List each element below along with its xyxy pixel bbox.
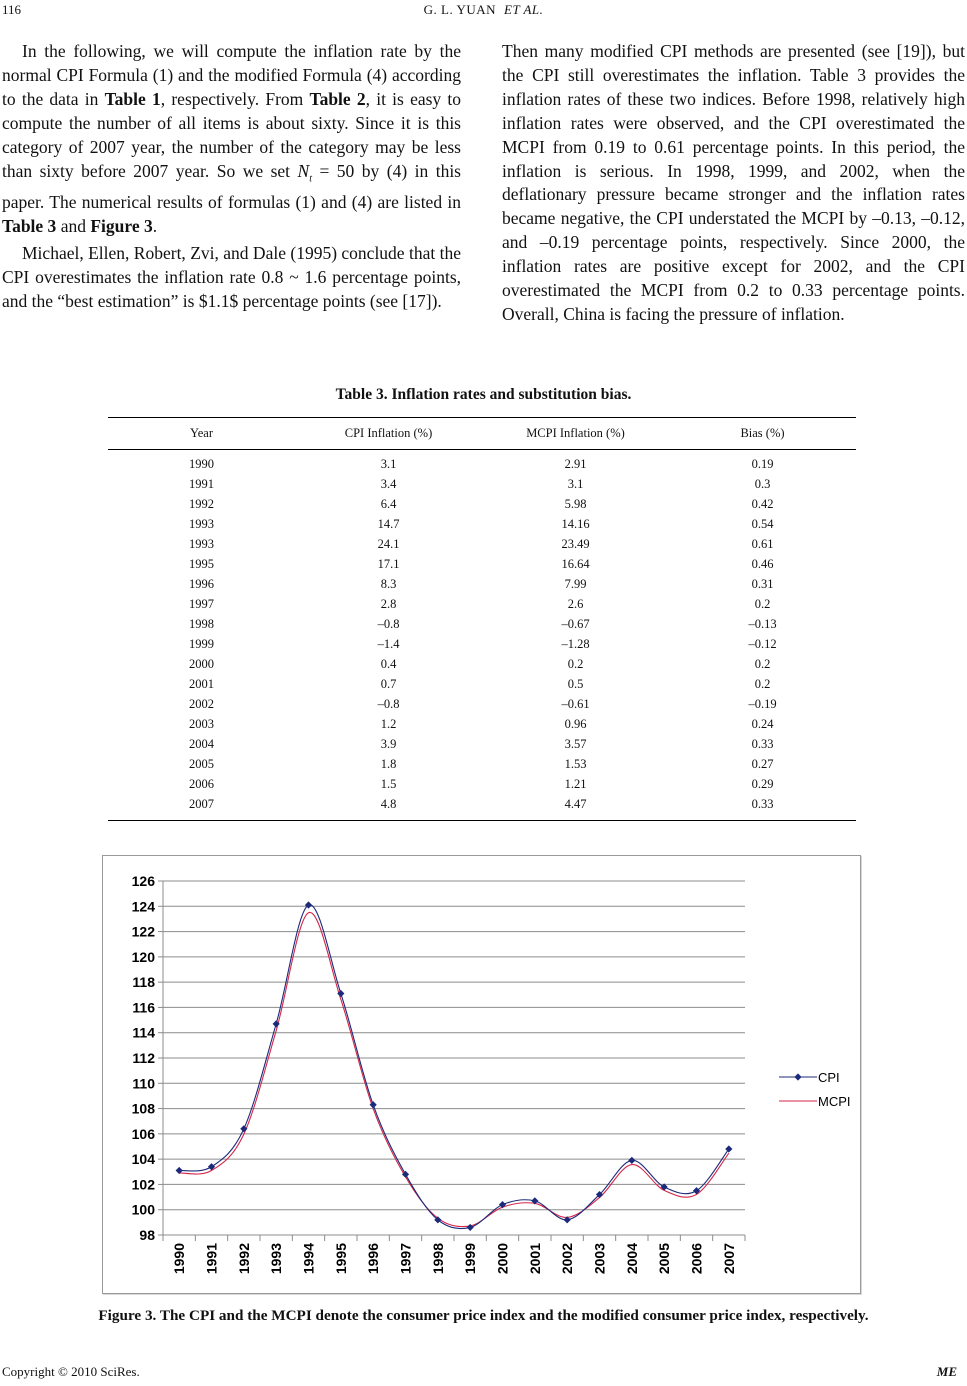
left-column — [2, 40, 461, 313]
ref-figure-3: Figure 3 — [90, 215, 153, 236]
data-point-cpi — [628, 1157, 635, 1164]
inflation-table — [108, 417, 856, 821]
table-cell: 1999 — [189, 636, 214, 651]
x-tick-label: 2001 — [526, 1243, 543, 1275]
y-tick-label: 106 — [131, 1125, 155, 1142]
table-cell: 3.9 — [380, 736, 397, 751]
table-cell: 2.91 — [564, 456, 587, 471]
x-tick-label: 2000 — [494, 1243, 511, 1275]
series-line-mcpi — [179, 912, 729, 1226]
page-number: 116 — [2, 2, 22, 17]
table-cell: –0.8 — [377, 616, 400, 631]
footer-copyright: Copyright © 2010 SciRes. — [2, 1364, 140, 1379]
table-cell: 1.8 — [380, 756, 397, 771]
table-cell: 6.4 — [380, 496, 397, 511]
col-header-cpi: CPI Inflation (%) — [344, 426, 433, 440]
table-cell: 17.1 — [377, 556, 400, 571]
table-cell: 5.98 — [564, 496, 587, 511]
legend-marker-cpi — [794, 1073, 801, 1080]
table-row — [108, 774, 856, 794]
table-cell: 0.2 — [567, 656, 584, 671]
data-point-cpi — [240, 1125, 247, 1132]
y-tick-label: 122 — [131, 923, 155, 940]
table-cell: 0.61 — [751, 536, 774, 551]
col-header-bias: Bias (%) — [740, 426, 785, 440]
ref-table-3: Table 3 — [2, 215, 57, 236]
ref-table-2: Table 2 — [309, 88, 366, 109]
table-cell: 2002 — [189, 696, 214, 711]
table-cell: 3.1 — [567, 476, 584, 491]
text-run: . — [152, 215, 158, 236]
table-row — [108, 714, 856, 734]
running-title-etal: ET AL. — [504, 2, 544, 17]
col-header-year: Year — [189, 426, 214, 440]
legend-label-cpi: CPI — [818, 1070, 840, 1085]
table-cell: 3.57 — [564, 736, 587, 751]
x-tick-label: 1994 — [300, 1243, 317, 1275]
table-cell: 2006 — [189, 776, 214, 791]
table-row — [108, 694, 856, 714]
data-point-cpi — [499, 1201, 506, 1208]
table-cell: –0.61 — [561, 696, 590, 711]
y-tick-label: 118 — [132, 974, 155, 991]
x-tick-label: 1998 — [429, 1243, 446, 1275]
table-cell: 1.5 — [380, 776, 397, 791]
table-cell: 0.5 — [567, 676, 584, 691]
table-cell: 2001 — [189, 676, 214, 691]
col-header-mcpi: MCPI Inflation (%) — [526, 426, 625, 440]
table-row — [108, 654, 856, 674]
table-cell: 0.54 — [751, 516, 774, 531]
table-cell: 0.2 — [754, 676, 771, 691]
table-cell: 0.46 — [751, 556, 774, 571]
table-cell: –0.12 — [748, 636, 777, 651]
table-caption: Table 3. Inflation rates and substitution bias. — [335, 386, 632, 403]
table-cell: 23.49 — [561, 536, 590, 551]
table-cell: –1.4 — [377, 636, 400, 651]
x-tick-label: 2003 — [591, 1243, 608, 1275]
table-cell: –0.8 — [377, 696, 400, 711]
table-cell: 0.42 — [751, 496, 774, 511]
table-cell: 1991 — [189, 476, 214, 491]
table-cell: 1.53 — [564, 756, 587, 771]
table-row — [108, 450, 856, 475]
x-tick-label: 1991 — [203, 1243, 220, 1275]
table-cell: 3.4 — [380, 476, 397, 491]
table-cell: 0.31 — [751, 576, 774, 591]
ref-table-1: Table 1 — [104, 88, 161, 109]
table-cell: 1993 — [189, 536, 214, 551]
table-row — [108, 614, 856, 634]
x-tick-label: 1993 — [268, 1243, 285, 1275]
table-cell: 1996 — [189, 576, 214, 591]
table-row — [108, 634, 856, 654]
y-tick-label: 108 — [131, 1100, 155, 1117]
figure-3-chart — [102, 855, 861, 1294]
y-tick-label: 120 — [131, 948, 155, 965]
table-cell: 2.6 — [567, 596, 584, 611]
table-row — [108, 674, 856, 694]
table-cell: –1.28 — [561, 636, 590, 651]
table-cell: 1998 — [189, 616, 214, 631]
data-point-cpi — [725, 1145, 732, 1152]
x-tick-label: 2006 — [688, 1243, 705, 1275]
y-tick-label: 116 — [132, 999, 155, 1016]
paragraph-formula-computation — [2, 40, 461, 239]
table-cell: 1992 — [189, 496, 214, 511]
x-tick-label: 2005 — [656, 1243, 673, 1275]
x-tick-label: 1999 — [462, 1243, 479, 1275]
table-cell: –0.19 — [748, 696, 777, 711]
table-row — [108, 574, 856, 594]
text-run: , it is easy to compute the number of all items is about sixty. Since it is this category of 2007 year, the number of the category may be less than sixty before 2007 year. So we set — [2, 88, 461, 181]
text-run: and — [56, 215, 91, 236]
table-cell: 14.16 — [561, 516, 590, 531]
series-line-cpi — [179, 905, 729, 1229]
table-cell: 1993 — [189, 516, 214, 531]
text-run: by (4) in this paper. The numerical results of formulas (1) and (4) are listed in — [2, 160, 461, 212]
table-cell: –0.67 — [561, 616, 590, 631]
table-cell: 2003 — [189, 716, 214, 731]
table-row — [108, 494, 856, 514]
table-cell: 7.99 — [564, 576, 587, 591]
table-cell: 1997 — [189, 596, 214, 611]
table-row — [108, 754, 856, 774]
table-cell: 3.1 — [380, 456, 397, 471]
x-tick-label: 1997 — [397, 1243, 414, 1275]
math-nt — [297, 160, 312, 185]
table-cell: 4.47 — [564, 796, 587, 811]
table-row — [108, 534, 856, 554]
y-tick-label: 112 — [132, 1050, 155, 1066]
right-column — [502, 40, 965, 327]
table-row — [108, 474, 856, 494]
table-cell: 0.24 — [751, 716, 774, 731]
table-cell: 0.2 — [754, 596, 771, 611]
math-rest: = 50 — [311, 160, 355, 181]
table-row — [108, 514, 856, 534]
table-cell: 2004 — [189, 736, 214, 751]
table-cell: 0.3 — [754, 476, 771, 491]
table-cell: 1995 — [189, 556, 214, 571]
table-cell: 2000 — [189, 656, 214, 671]
table-cell: 0.4 — [380, 656, 397, 671]
table-row — [108, 554, 856, 574]
table-cell: 0.33 — [751, 736, 774, 751]
table-cell: 14.7 — [377, 516, 400, 531]
text-run: , respectively. From — [160, 88, 310, 109]
running-title-authors: G. L. YUAN — [423, 2, 497, 17]
y-tick-label: 114 — [132, 1024, 155, 1041]
y-tick-label: 100 — [131, 1201, 155, 1218]
text-run: In the following, we will compute the inflation rate by the normal CPI Formula (1) and the modified Formula (4) according to the data in — [2, 41, 461, 109]
table-cell: 0.29 — [751, 776, 774, 791]
paragraph-cpi-overestimate-continued: Then many modified CPI methods are presented (see [19]), but the CPI still overestimates the inflation. Table 3 provides the inflation rates of these two indices. Before 1998, relatively high inflation rates were observed, and the CPI overestimated the MCPI from 0.19 to 0.61 percentage points. In this period, the inflation is serious. In 1998, 1999, and 2002, when the deflationary pressure became stronger and the inflation rates became negative, the CPI understated the MCPI by –0.13, –0.12, and –0.19 percentage points, respectively. Since 2000, the inflation rates are positive except for 2002, and the CPI overestimated the MCPI from 0.2 to 0.33 percentage points. Overall, China is facing the pressure of inflation. — [502, 41, 965, 324]
y-tick-label: 126 — [131, 873, 155, 889]
math-subscript: t — [309, 173, 312, 185]
table-cell: –0.13 — [748, 616, 777, 631]
table-cell: 2.8 — [380, 596, 397, 611]
table-cell: 0.33 — [751, 796, 774, 811]
running-title — [0, 2, 967, 18]
table-cell: 4.8 — [380, 796, 397, 811]
x-tick-label: 2007 — [720, 1243, 737, 1275]
table-cell: 0.27 — [751, 756, 774, 771]
table-cell: 1990 — [189, 456, 214, 471]
y-tick-label: 102 — [131, 1176, 155, 1193]
figure-caption: Figure 3. The CPI and the MCPI denote the consumer price index and the modified consumer price index, respectively. — [98, 1307, 869, 1324]
x-tick-label: 1990 — [171, 1243, 188, 1275]
table-cell: 24.1 — [377, 536, 400, 551]
table-row — [108, 734, 856, 754]
line-chart — [103, 856, 860, 1293]
table-cell: 2005 — [189, 756, 214, 771]
y-tick-label: 98 — [139, 1227, 155, 1243]
x-tick-label: 2004 — [623, 1243, 640, 1275]
math-var: N — [297, 160, 310, 181]
y-tick-label: 124 — [131, 898, 155, 915]
y-tick-label: 104 — [131, 1151, 155, 1168]
table-cell: 16.64 — [561, 556, 590, 571]
x-tick-label: 1995 — [332, 1243, 349, 1275]
table-header-row — [108, 418, 856, 450]
table-cell: 2007 — [189, 796, 214, 811]
x-tick-label: 2002 — [559, 1243, 576, 1275]
table-cell: 1.21 — [564, 776, 587, 791]
table-cell: 0.96 — [564, 716, 587, 731]
table-cell: 0.19 — [751, 456, 774, 471]
table-cell: 1.2 — [380, 716, 397, 731]
x-tick-label: 1992 — [235, 1243, 252, 1275]
table-row — [108, 794, 856, 821]
footer-journal: ME — [936, 1364, 957, 1379]
legend-label-mcpi: MCPI — [818, 1094, 851, 1109]
table-row — [108, 594, 856, 614]
table-cell: 0.2 — [754, 656, 771, 671]
x-tick-label: 1996 — [365, 1243, 382, 1275]
paragraph-cpi-overestimate: Michael, Ellen, Robert, Zvi, and Dale (1995) conclude that the CPI overestimates the inflation rate 0.8 ~ 1.6 percentage points, and the “best estimation” is $1.1$ percentage points (see [17]). — [2, 242, 461, 311]
y-tick-label: 110 — [132, 1075, 155, 1092]
table-cell: 0.7 — [380, 676, 397, 691]
table-cell: 8.3 — [380, 576, 397, 591]
